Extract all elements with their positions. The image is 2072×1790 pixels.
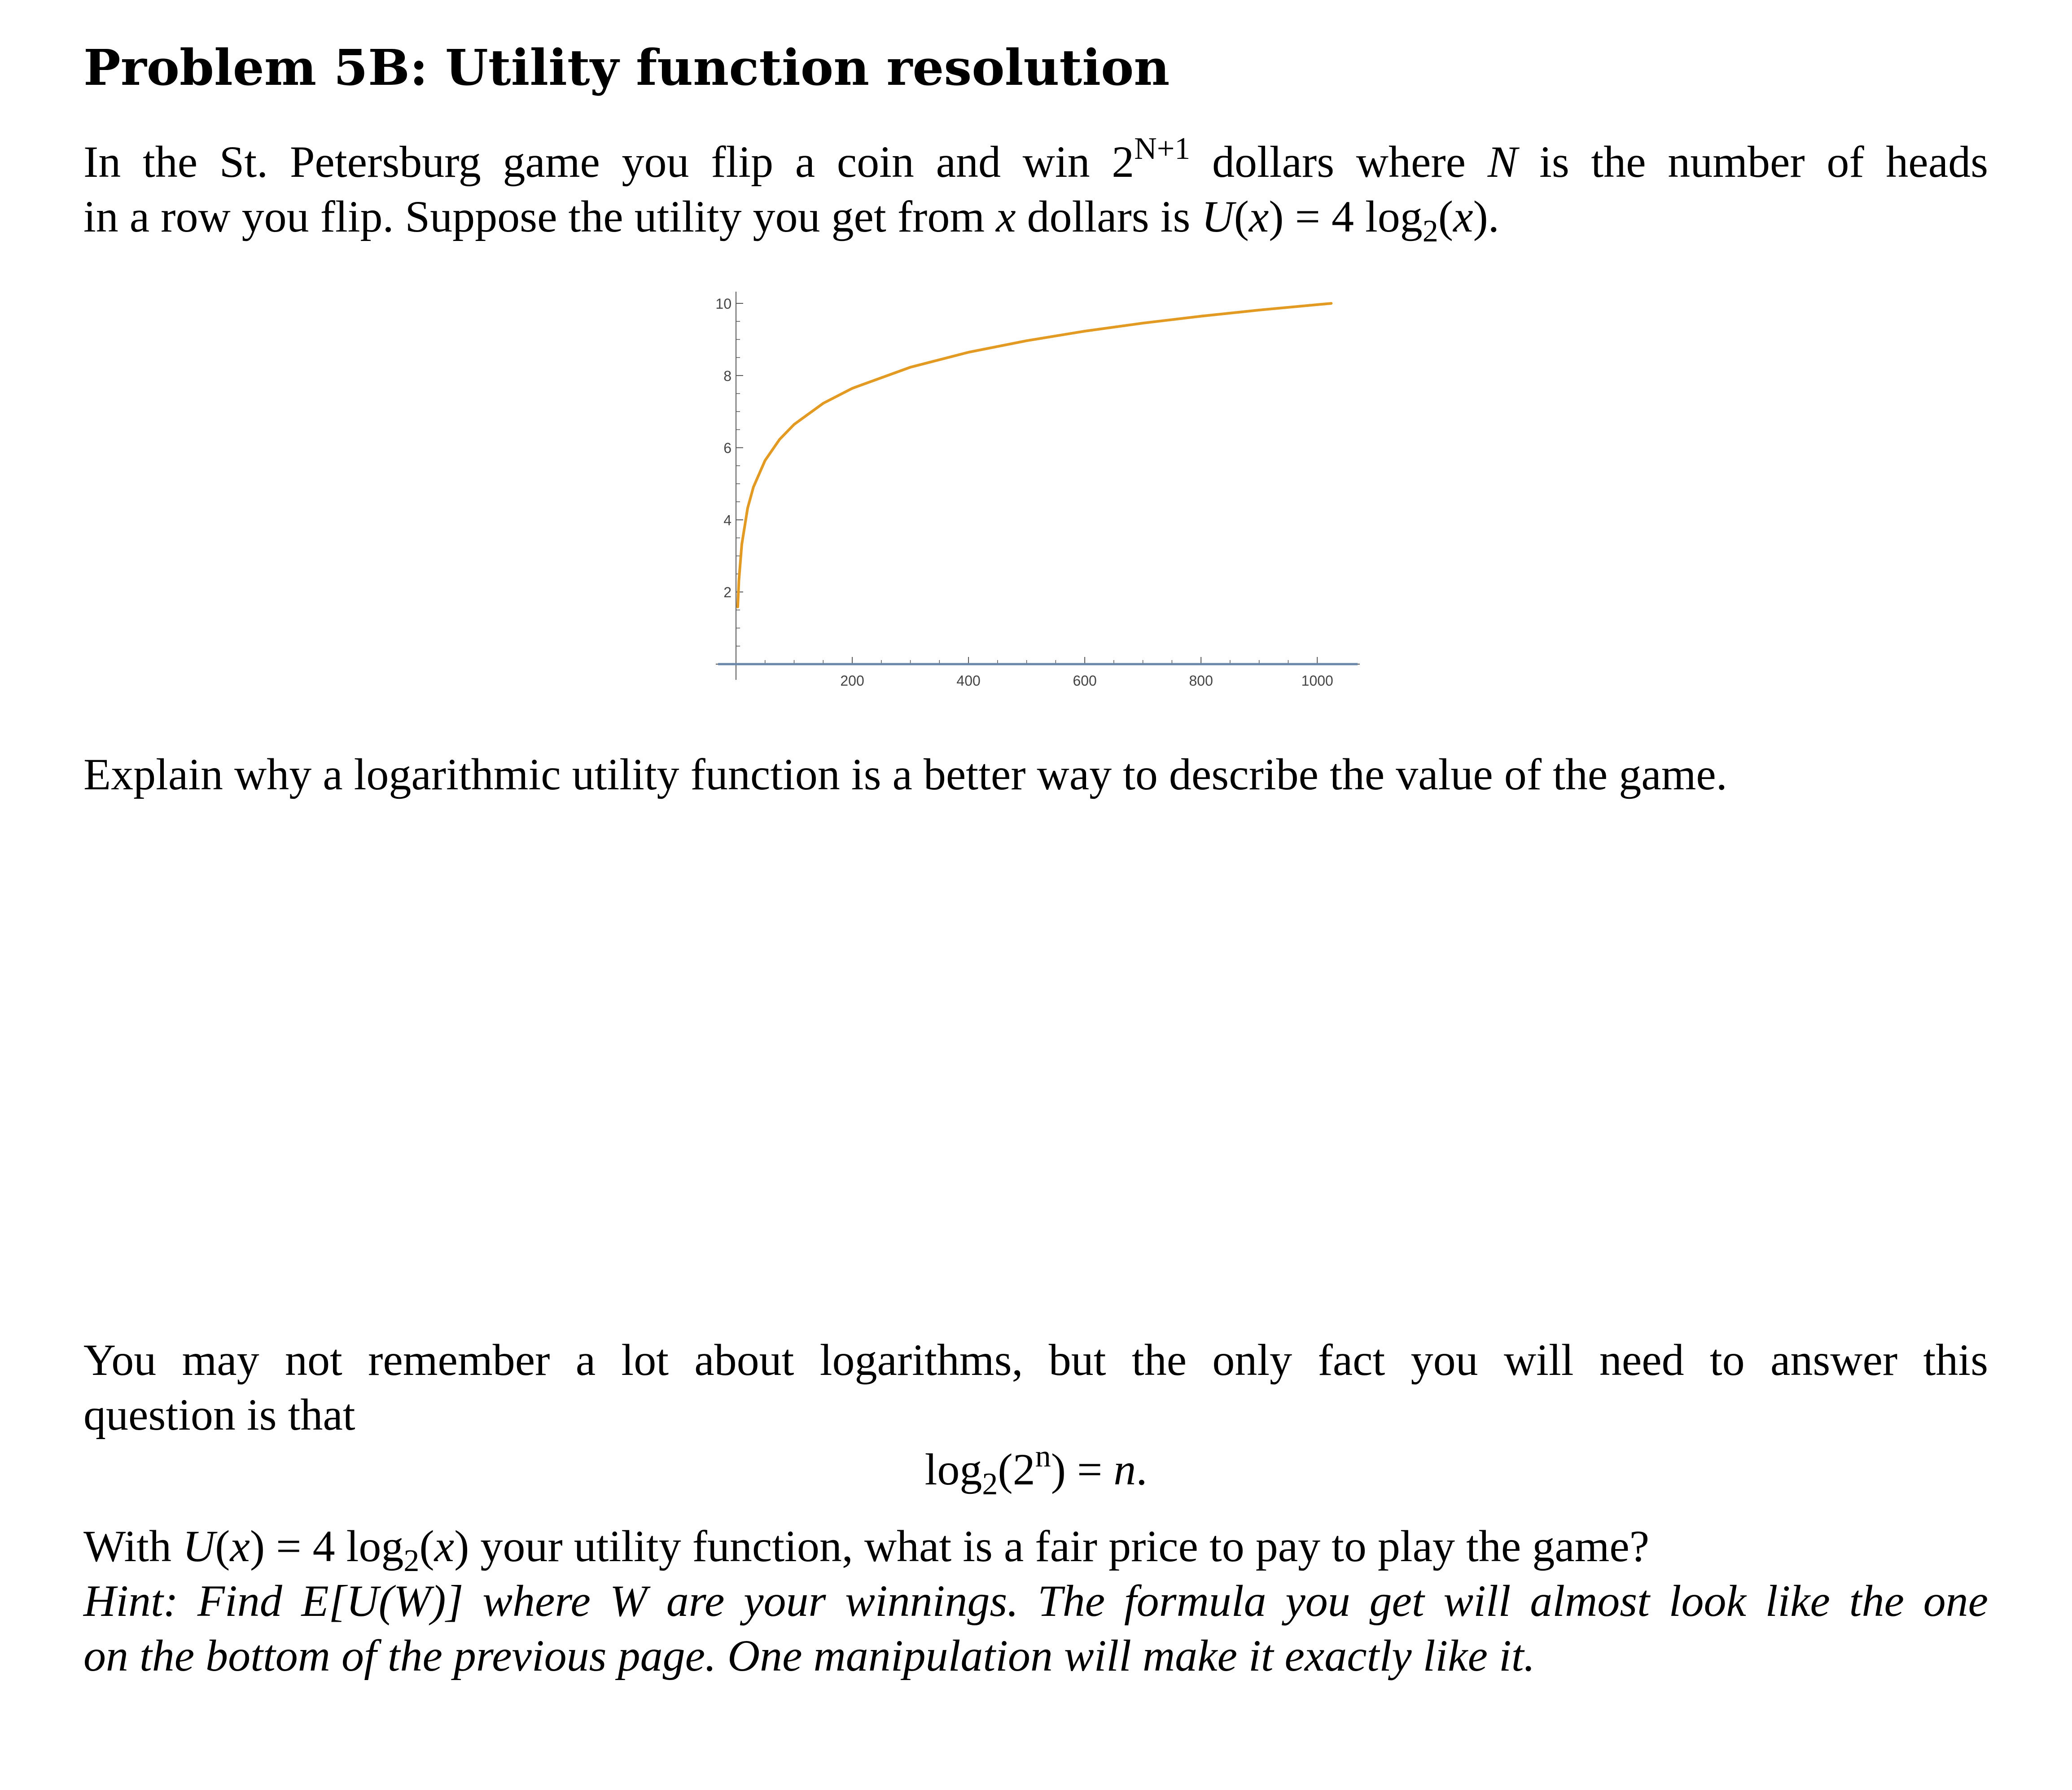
question-2-line bbox=[83, 1519, 1988, 1578]
x-tick-label: 1000 bbox=[1301, 673, 1333, 689]
formula-text: ) = 4 log bbox=[1269, 192, 1423, 241]
intro-text-e: dollars is bbox=[1016, 192, 1202, 241]
variable-x: x bbox=[230, 1521, 250, 1571]
chart-series bbox=[718, 303, 1358, 664]
utility-chart bbox=[700, 287, 1364, 700]
intro-paragraph bbox=[83, 131, 1988, 249]
intro-text-b: dollars where bbox=[1190, 137, 1488, 187]
paren: ( bbox=[1234, 192, 1249, 241]
log-base: 2 bbox=[1422, 214, 1438, 249]
y-tick-label: 8 bbox=[723, 368, 732, 384]
intro-line-2 bbox=[83, 189, 1988, 249]
paren: ( bbox=[1438, 192, 1454, 241]
x-tick-label: 600 bbox=[1073, 673, 1097, 689]
intro-text-c: is the number of heads bbox=[1517, 137, 1988, 187]
variable-x: x bbox=[434, 1521, 455, 1571]
question-1 bbox=[83, 747, 1988, 802]
log-base: 2 bbox=[403, 1544, 420, 1578]
question-2 bbox=[83, 1519, 1988, 1683]
y-tick-label: 2 bbox=[723, 584, 732, 601]
eq-exponent: n bbox=[1035, 1439, 1051, 1474]
y-tick-label: 6 bbox=[723, 440, 732, 456]
exponent: N+1 bbox=[1134, 131, 1191, 166]
y-tick-label: 10 bbox=[715, 296, 732, 312]
paren: ( bbox=[419, 1521, 434, 1571]
paren: ( bbox=[215, 1521, 230, 1571]
paren-end: ). bbox=[1473, 192, 1499, 241]
formula-text: ) = 4 log bbox=[250, 1521, 404, 1571]
variable-x: x bbox=[1248, 192, 1269, 241]
eq-period: . bbox=[1136, 1444, 1148, 1494]
chart-ticks bbox=[715, 296, 1333, 689]
problem-title: Problem 5B: Utility function resolution bbox=[83, 39, 1170, 96]
y-tick-label: 4 bbox=[723, 512, 732, 529]
variable-n: N bbox=[1487, 137, 1518, 187]
chart-axes bbox=[716, 292, 1360, 680]
intro-line-1 bbox=[83, 131, 1988, 189]
hint-line-1: Hint: Find E[U(W)] where W are your winnings. The formula you get will almost look like the one bbox=[83, 1576, 1988, 1626]
hint-line-2: on the bottom of the previous page. One manipulation will make it exactly like it. bbox=[83, 1631, 1535, 1681]
eq-argument: (2 bbox=[998, 1444, 1035, 1494]
intro-text-a: In the St. Petersburg game you flip a coin and win 2 bbox=[83, 137, 1135, 187]
log-base: 2 bbox=[982, 1467, 998, 1501]
utility-symbol: U bbox=[182, 1521, 215, 1571]
x-tick-label: 400 bbox=[956, 673, 981, 689]
log-identity-equation bbox=[0, 1439, 2072, 1501]
q2-text-a: With bbox=[83, 1521, 183, 1571]
intro-text-d: in a row you flip. Suppose the utility you get from bbox=[83, 192, 996, 241]
fact-paragraph bbox=[83, 1333, 1988, 1442]
eq-equals: ) = bbox=[1051, 1444, 1114, 1494]
variable-n: n bbox=[1113, 1444, 1136, 1494]
q2-text-b: ) your utility function, what is a fair price to pay to play the game? bbox=[454, 1521, 1650, 1571]
question-1-text: Explain why a logarithmic utility function is a better way to describe the value of the game. bbox=[83, 749, 1727, 799]
utility-curve bbox=[738, 303, 1331, 607]
x-tick-label: 800 bbox=[1189, 673, 1213, 689]
fact-line-2: question is that bbox=[83, 1390, 355, 1440]
variable-x: x bbox=[996, 192, 1016, 241]
variable-x: x bbox=[1453, 192, 1473, 241]
x-tick-label: 200 bbox=[840, 673, 864, 689]
utility-symbol: U bbox=[1201, 192, 1234, 241]
fact-line-1: You may not remember a lot about logarithms, but the only fact you will need to answer this bbox=[83, 1335, 1988, 1385]
log-word: log bbox=[924, 1444, 982, 1494]
